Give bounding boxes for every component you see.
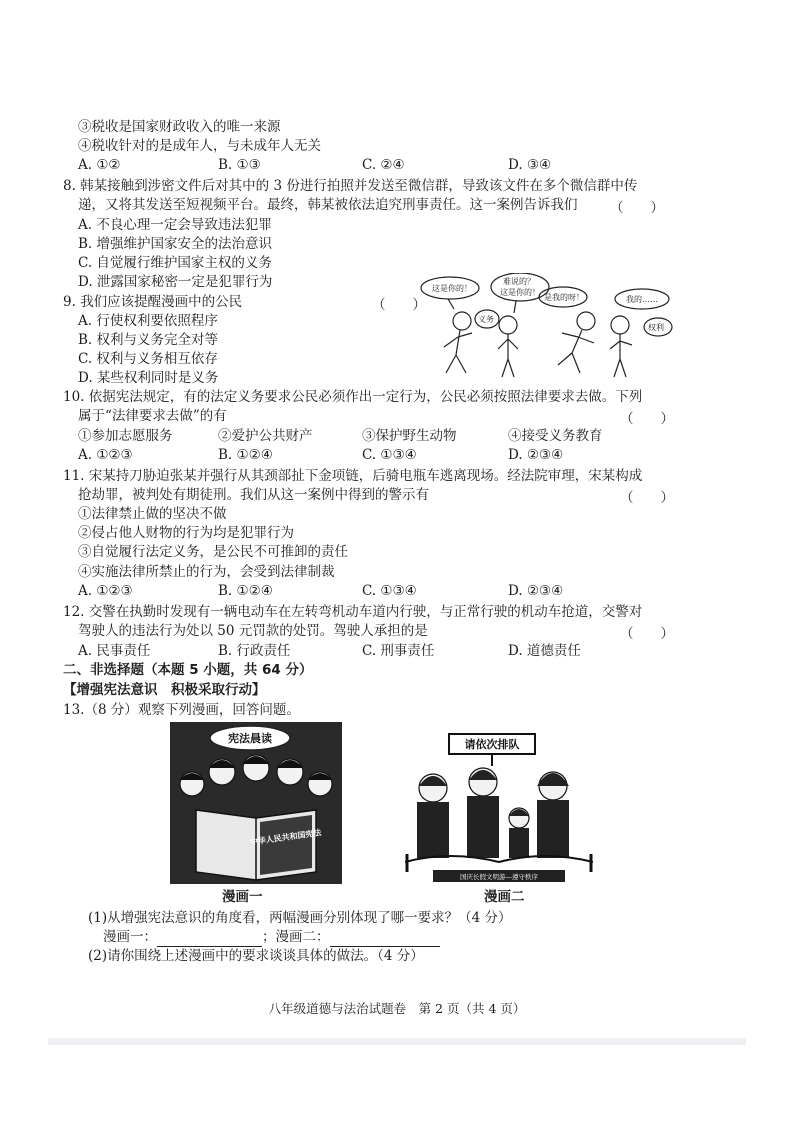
q8-option-c: C. 自觉履行维护国家主权的义务 (78, 255, 272, 271)
q10-option-c: C. ①③④ (362, 447, 417, 463)
q7-option-b: B. ①③ (218, 157, 261, 173)
q11-option-d: D. ②③④ (508, 583, 564, 599)
q13-sub1: (1)从增强宪法意识的角度看，两幅漫画分别体现了哪一要求？（4 分） (88, 910, 512, 926)
comic1-banner: 宪法晨读 (228, 732, 272, 745)
q12-options (78, 642, 718, 661)
q7-option-a: A. ①② (78, 157, 121, 173)
q13-fill-label-2: ；漫画二： (262, 929, 330, 945)
q12-stem-line2: 驾驶人的违法行为处以 50 元罚款的处罚。驾驶人承担的是 (78, 623, 428, 639)
q7-option-c: C. ②④ (362, 157, 405, 173)
q11-item-4: ④实施法律所禁止的行为，会受到法律制裁 (78, 564, 335, 580)
q11-answer-paren: （ ） (620, 490, 674, 506)
q13-comic-1 (170, 722, 342, 884)
bottom-divider (48, 1038, 746, 1045)
q9-option-a: A. 行使权利要依照程序 (78, 313, 218, 329)
q9-bubble-5: 我的…… (626, 295, 658, 304)
section2-title: 二、非选择题（本题 5 小题，共 64 分） (63, 662, 313, 678)
comic1-book-title: 中华人民共和国宪法 (249, 828, 322, 847)
q9-answer-paren: （ ） (372, 297, 426, 313)
q12-option-c: C. 刑事责任 (362, 643, 435, 659)
q11-stem-line1: 11. 宋某持刀胁迫张某并强行从其颈部扯下金项链，后骑电瓶车逃离现场。经法院审理，宋某构成 (63, 468, 643, 484)
q10-item-4: ④接受义务教育 (508, 428, 603, 444)
q8-answer-paren: （ ） (610, 200, 664, 216)
q9-stem: 9. 我们应该提醒漫画中的公民 (63, 294, 243, 310)
q10-item-1: ①参加志愿服务 (78, 428, 173, 444)
q7-options (78, 156, 718, 175)
q9-tag-rights: 权利 (648, 323, 664, 332)
q10-stem-line1: 10. 依据宪法规定，有的法定义务要求公民必须作出一定行为，公民必须按照法律要求去做。下列 (63, 389, 643, 405)
q7-option-d: D. ③④ (508, 157, 552, 173)
q7-statement-4: ④税收针对的是成年人，与未成年人无关 (78, 138, 321, 154)
q9-bubble-1: 这是你的！ (432, 284, 472, 293)
q13-fill-label-1: 漫画一： (103, 929, 157, 945)
q9-cartoon (420, 273, 678, 383)
page-footer: 八年级道德与法治试题卷 第 2 页（共 4 页） (268, 1001, 526, 1016)
q13-answer-blank-2[interactable] (330, 932, 440, 947)
q13-sub2: (2)请你围绕上述漫画中的要求谈谈具体的做法。（4 分） (88, 948, 424, 964)
q9-bubble-4: 是我的呀！ (544, 293, 584, 302)
q11-options (78, 582, 718, 601)
q10-option-d: D. ②③④ (508, 447, 564, 463)
q8-option-b: B. 增强维护国家安全的法治意识 (78, 236, 273, 252)
q9-option-b: B. 权利与义务完全对等 (78, 332, 219, 348)
q12-stem-line1: 12. 交警在执勤时发现有一辆电动车在左转弯机动车道内行驶，与正常行驶的机动车抢道，交警对 (63, 604, 643, 620)
q9-option-c: C. 权利与义务相互依存 (78, 351, 218, 367)
q9-tag-duty: 义务 (478, 315, 494, 324)
q9-bubble-3: 这是你的！ (500, 288, 540, 297)
q10-option-b: B. ①②④ (218, 447, 273, 463)
q10-option-a: A. ①②③ (78, 447, 133, 463)
q11-item-1: ①法律禁止做的坚决不做 (78, 506, 227, 522)
q10-item-3: ③保护野生动物 (362, 428, 457, 444)
comic2-sign: 请依次排队 (464, 738, 520, 751)
q13-answer-blank-1[interactable] (157, 932, 262, 947)
q11-option-c: C. ①③④ (362, 583, 417, 599)
q10-answer-paren: （ ） (620, 411, 674, 427)
q9-bubble-2: 难说的？ (503, 277, 535, 286)
comic2-caption: 漫画二 (484, 889, 525, 905)
q11-item-2: ②侵占他人财物的行为均是犯罪行为 (78, 525, 294, 541)
section2-subtitle: 【增强宪法意识 积极采取行动】 (63, 682, 266, 698)
q13-fill-row (103, 928, 440, 947)
q10-items (78, 427, 718, 446)
q10-stem-line2: 属于“法律要求去做”的有 (78, 408, 227, 424)
q12-option-a: A. 民事责任 (78, 643, 151, 659)
q8-stem-line2: 递，又将其发送至短视频平台。最终，韩某被依法追究刑事责任。这一案例告诉我们 (78, 197, 578, 213)
q12-option-d: D. 道德责任 (508, 643, 581, 659)
q13-stem: 13.（8 分）观察下列漫画，回答问题。 (63, 702, 300, 718)
q7-statement-3: ③税收是国家财政收入的唯一来源 (78, 119, 281, 135)
q11-item-3: ③自觉履行法定义务，是公民不可推卸的责任 (78, 544, 348, 560)
comic1-caption: 漫画一 (222, 889, 263, 905)
q12-answer-paren: （ ） (620, 626, 674, 642)
q8-option-a: A. 不良心理一定会导致违法犯罪 (78, 217, 272, 233)
q8-stem-line1: 8. 韩某接触到涉密文件后对其中的 3 份进行拍照并发送至微信群，导致该文件在多个微信群中传 (63, 178, 638, 194)
q11-option-a: A. ①②③ (78, 583, 133, 599)
comic2-plaque: 国庆长假文明游—遵守秩序 (460, 873, 538, 881)
q10-options (78, 446, 718, 465)
q11-stem-line2: 抢劫罪，被判处有期徒刑。我们从这一案例中得到的警示有 (78, 487, 429, 503)
q8-option-d: D. 泄露国家秘密一定是犯罪行为 (78, 274, 273, 290)
q12-option-b: B. 行政责任 (218, 643, 291, 659)
q10-item-2: ②爱护公共财产 (218, 428, 313, 444)
q9-option-d: D. 某些权利同时是义务 (78, 370, 219, 386)
q11-option-b: B. ①②④ (218, 583, 273, 599)
q13-comic-2 (405, 730, 593, 882)
